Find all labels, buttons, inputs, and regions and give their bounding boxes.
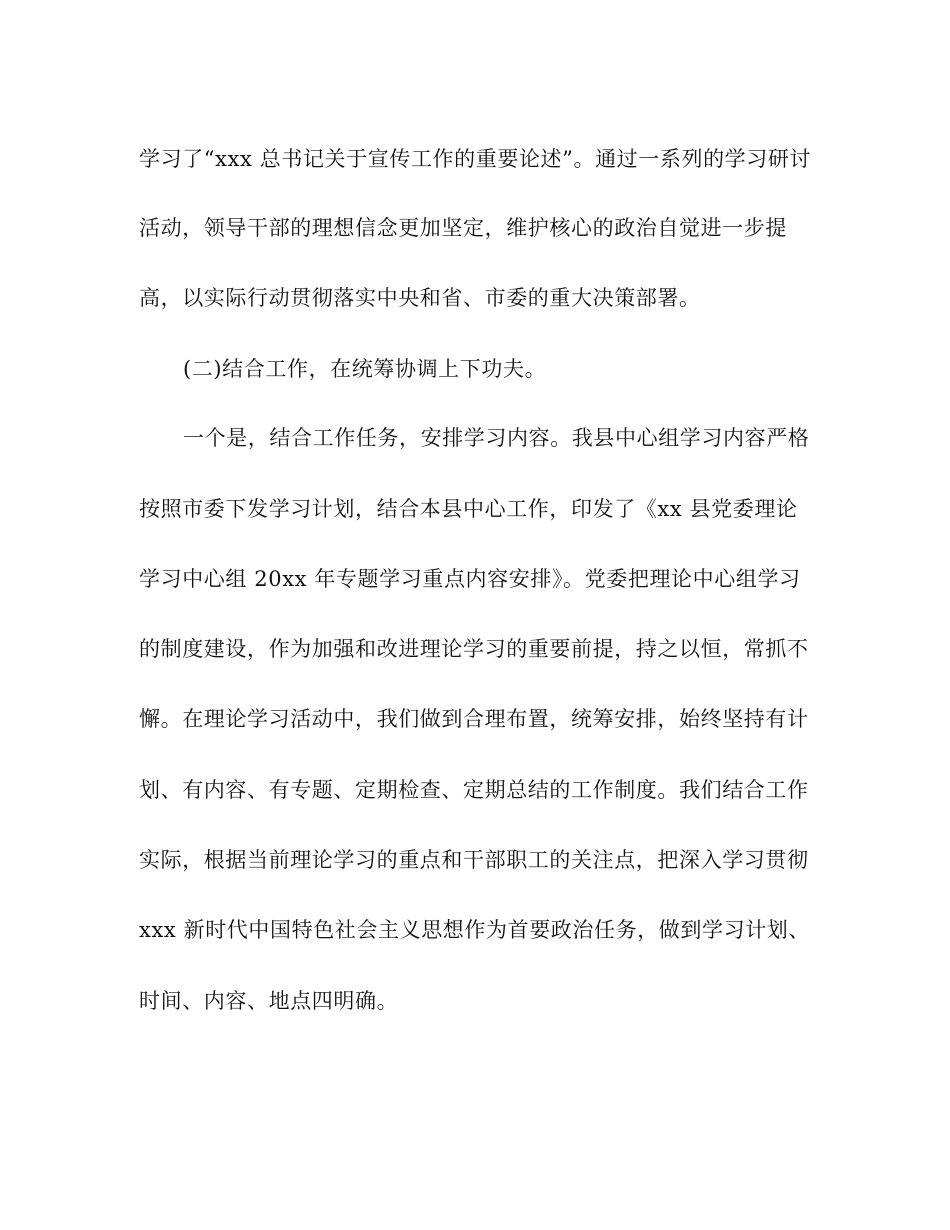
text-line: 一个是，结合工作任务，安排学习内容。我县中心组学习内容严格 (183, 426, 810, 450)
text-line: 懈。在理论学习活动中，我们做到合理布置，统筹安排，始终坚持有计 (139, 707, 809, 731)
text-line: 学习中心组 20xx 年专题学习重点内容安排》。党委把理论中心组学习 (139, 567, 801, 591)
section-heading: (二)结合工作，在统筹协调上下功夫。 (183, 357, 547, 381)
text-line: 实际，根据当前理论学习的重点和干部职工的关注点，把深入学习贯彻 (139, 848, 809, 872)
text-line: 高，以实际行动贯彻落实中央和省、市委的重大决策部署。 (139, 286, 701, 310)
text-line: xxx 新时代中国特色社会主义思想作为首要政治任务，做到学习计划、 (139, 918, 811, 942)
text-line: 时间、内容、地点四明确。 (139, 989, 399, 1013)
text-line: 活动，领导干部的理想信念更加坚定，维护核心的政治自觉进一步提 (139, 216, 787, 240)
text-line: 划、有内容、有专题、定期检查、定期总结的工作制度。我们结合工作 (139, 778, 809, 802)
text-line: 按照市委下发学习计划，结合本县中心工作，印发了《xx 县党委理论 (139, 497, 798, 521)
text-line: 的制度建设，作为加强和改进理论学习的重要前提，持之以恒，常抓不 (139, 637, 809, 661)
text-line: 学习了“xxx 总书记关于宣传工作的重要论述”。通过一系列的学习研讨 (139, 147, 812, 171)
